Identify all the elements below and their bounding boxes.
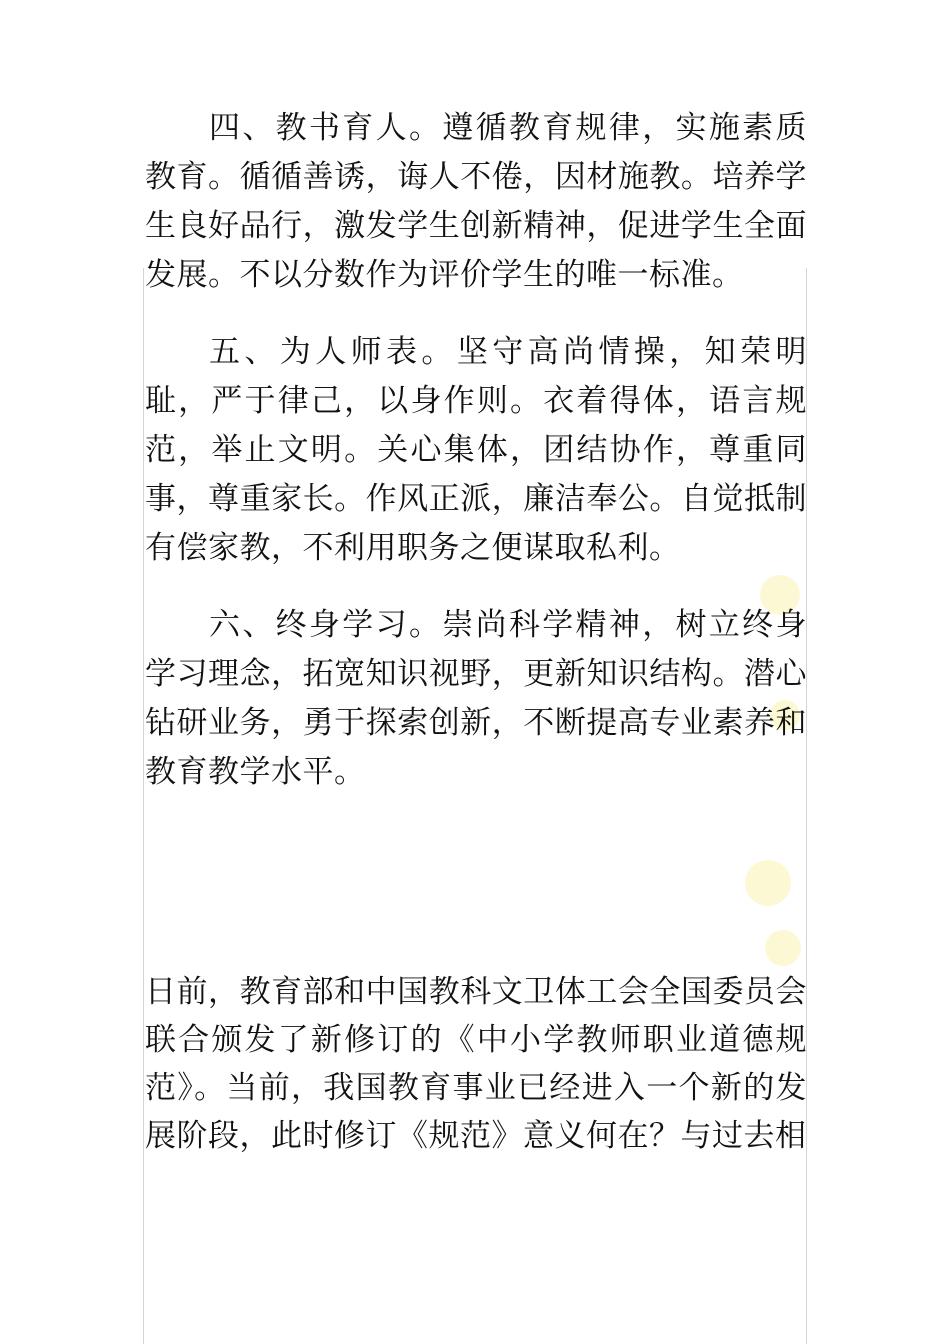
paragraph-teaching: 四、教书育人。遵循教育规律，实施素质教育。循循善诱，诲人不倦，因材施教。培养学生良好品行，激发学生创新精神，促进学生全面发展。不以分数作为评价学生的唯一标准。 [145, 110, 807, 293]
paragraph-role-model: 五、为人师表。坚守高尚情操，知荣明耻，严于律己，以身作则。衣着得体，语言规范，举止文明。关心集体，团结协作，尊重同事，尊重家长。作风正派，廉洁奉公。自觉抵制有偿家教，不利用职务之便谋取私利。 [145, 334, 807, 566]
paper-speck [745, 860, 791, 906]
paragraph-news-intro: 日前，教育部和中国教科文卫体工会全国委员会联合颁发了新修订的《中小学教师职业道德规范》。当前，我国教育事业已经进入一个新的发展阶段，此时修订《规范》意义何在？与过去相 [145, 974, 807, 1154]
paper-speck [765, 930, 801, 966]
paragraph-lifelong-learning: 六、终身学习。崇尚科学精神，树立终身学习理念，拓宽知识视野，更新知识结构。潜心钻研业务，勇于探索创新，不断提高专业素养和教育教学水平。 [145, 607, 807, 790]
